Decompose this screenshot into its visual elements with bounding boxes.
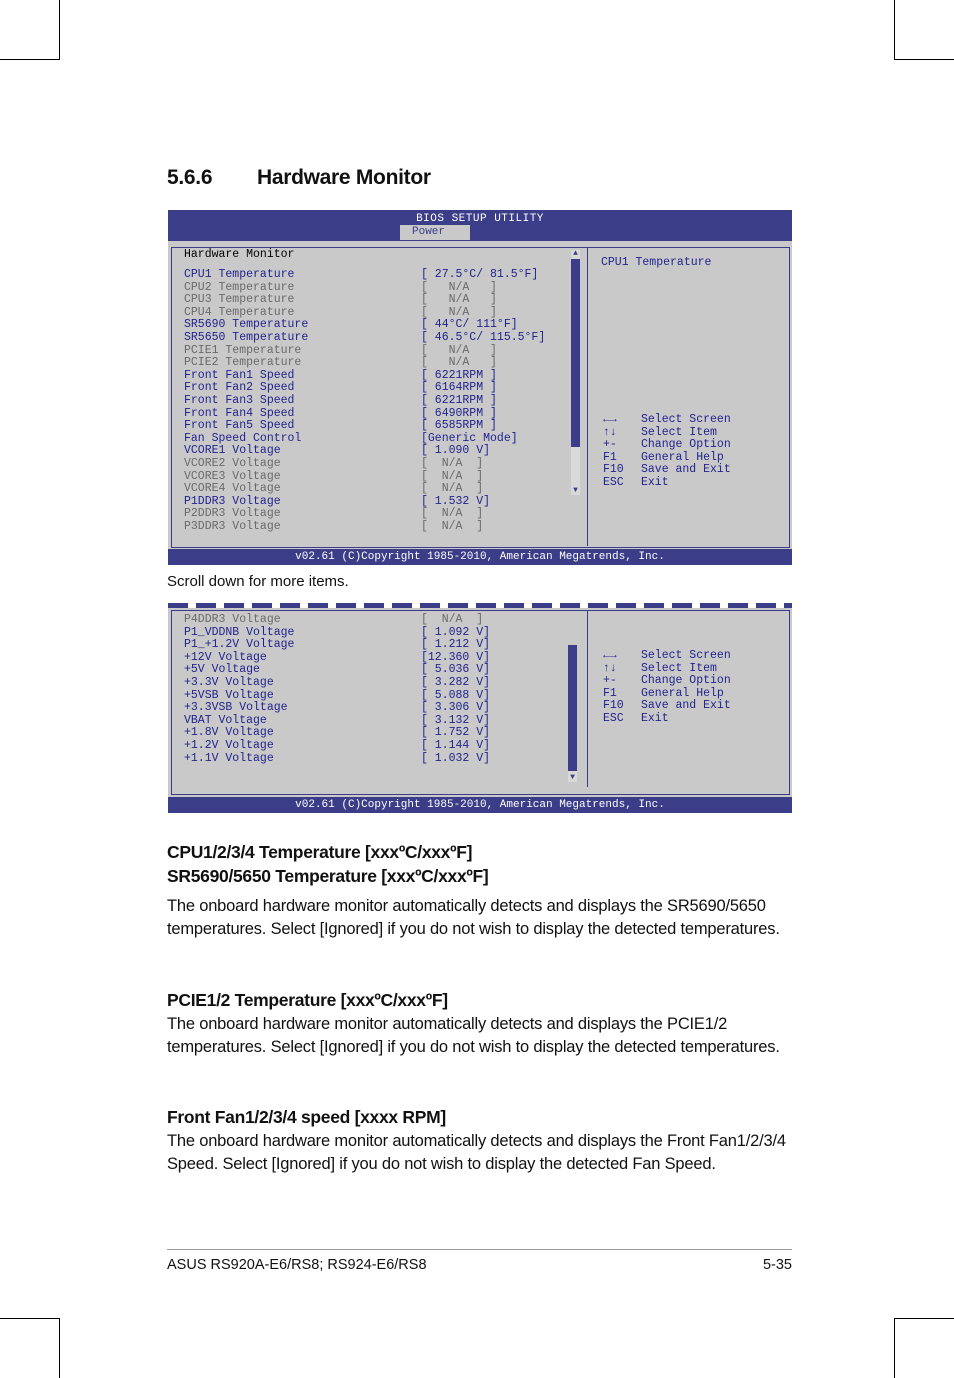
item-value: [ 3.132 V]: [421, 713, 491, 727]
scroll-down-icon[interactable]: ▼: [570, 773, 575, 782]
item-label: +12V Voltage: [184, 650, 267, 664]
crop-mark: [894, 1318, 895, 1378]
key-description: Select Item: [641, 661, 717, 675]
item-label: P1_+1.2V Voltage: [184, 638, 295, 652]
crop-mark: [894, 1318, 954, 1319]
item-value: [12.360 V]: [421, 650, 491, 664]
subsection-body: The onboard hardware monitor automatically detects and displays the SR5690/5650 temperatures. Select [Ignored] if you do not wish to display the detected temperatures.: [167, 897, 780, 938]
footer-rule: [167, 1249, 792, 1250]
scrollbar[interactable]: [568, 645, 577, 782]
key-name: ESC: [603, 475, 624, 489]
item-value: [ 1.752 V]: [421, 726, 491, 740]
item-value: [ 1.032 V]: [421, 751, 491, 765]
panel-divider: [587, 611, 588, 787]
item-value: [ N/A ]: [421, 293, 497, 307]
item-value: [ N/A ]: [421, 356, 497, 370]
panel-header: Hardware Monitor: [184, 248, 295, 261]
item-label: P3DDR3 Voltage: [184, 519, 281, 533]
heading-line: SR5690/5650 Temperature [xxxºC/xxxºF]: [167, 866, 489, 886]
key-description: Select Screen: [641, 649, 731, 662]
item-label: SR5650 Temperature: [184, 330, 309, 344]
item-value: [ 6221RPM ]: [421, 393, 497, 407]
item-label: P1_VDDNB Voltage: [184, 625, 295, 639]
subsection-heading: [167, 840, 488, 888]
help-text: CPU1 Temperature: [601, 256, 712, 269]
item-label: Fan Speed Control: [184, 431, 302, 445]
item-value: [ 5.088 V]: [421, 688, 491, 702]
panel-divider: [587, 248, 588, 546]
item-value: [ 6585RPM ]: [421, 419, 497, 433]
scroll-up-icon[interactable]: ▲: [573, 249, 578, 258]
key-description: Change Option: [641, 674, 731, 688]
item-value: [ 1.212 V]: [421, 638, 491, 652]
footer-page-number: 5-35: [762, 1257, 792, 1273]
key-description: Change Option: [641, 438, 731, 452]
key-description: Select Item: [641, 425, 717, 439]
section-title: [167, 166, 431, 190]
scroll-thumb[interactable]: [568, 645, 577, 771]
bios-title: BIOS SETUP UTILITY: [416, 213, 544, 225]
item-label: Front Fan3 Speed: [184, 393, 295, 407]
subsection-heading: PCIE1/2 Temperature [xxxºC/xxxºF]: [167, 990, 448, 1010]
item-value: [ 46.5°C/ 115.5°F]: [421, 330, 546, 344]
crop-mark: [0, 59, 60, 60]
item-label: PCIE1 Temperature: [184, 343, 302, 357]
item-label: VCORE1 Voltage: [184, 444, 281, 458]
key-name: +-: [603, 674, 617, 688]
item-label: P2DDR3 Voltage: [184, 507, 281, 521]
heading-line: CPU1/2/3/4 Temperature [xxxºC/xxxºF]: [167, 842, 473, 862]
item-value: [ 1.092 V]: [421, 625, 491, 639]
crop-mark: [59, 1318, 60, 1378]
item-value: [ N/A ]: [421, 305, 497, 319]
scroll-thumb[interactable]: [571, 259, 580, 447]
item-label: +1.2V Voltage: [184, 738, 274, 752]
item-label: P4DDR3 Voltage: [184, 613, 281, 626]
key-name: ↑↓: [603, 425, 617, 439]
item-label: Front Fan1 Speed: [184, 368, 295, 382]
item-label: +1.1V Voltage: [184, 751, 274, 765]
subsection-heading: Front Fan1/2/3/4 speed [xxxx RPM]: [167, 1107, 446, 1127]
item-value: [ N/A ]: [421, 343, 497, 357]
item-value: [ 27.5°C/ 81.5°F]: [421, 268, 539, 281]
item-label: VCORE3 Voltage: [184, 469, 281, 483]
item-label: +1.8V Voltage: [184, 726, 274, 740]
crop-mark: [59, 0, 60, 60]
crop-mark: [0, 1318, 60, 1319]
crop-mark: [894, 59, 954, 60]
key-name: F10: [603, 699, 624, 713]
item-label: +5VSB Voltage: [184, 688, 274, 702]
item-label: SR5690 Temperature: [184, 318, 309, 332]
key-name: ESC: [603, 711, 624, 725]
key-name: ←→: [603, 413, 617, 426]
item-value: [ N/A ]: [421, 280, 497, 294]
item-value: [ 1.532 V]: [421, 494, 491, 508]
item-value: [ 5.036 V]: [421, 663, 491, 677]
item-label: VBAT Voltage: [184, 713, 267, 727]
item-value: [ N/A ]: [421, 507, 484, 521]
key-name: F1: [603, 450, 617, 464]
item-value: [ N/A ]: [421, 613, 484, 626]
bios-screen-2: [168, 603, 792, 813]
key-name: +-: [603, 438, 617, 452]
item-label: CPU3 Temperature: [184, 293, 295, 307]
bios-title-bar: [168, 210, 792, 241]
key-description: Exit: [641, 475, 669, 489]
subsection-body: The onboard hardware monitor automatically detects and displays the Front Fan1/2/3/4 Speed. Select [Ignored] if you do not wish to display the detected Fan Speed.: [167, 1132, 786, 1173]
tab-power[interactable]: Power: [400, 225, 470, 240]
item-value: [ 6490RPM ]: [421, 406, 497, 420]
item-label: +3.3V Voltage: [184, 675, 274, 689]
item-label: +3.3VSB Voltage: [184, 701, 288, 715]
item-label: P1DDR3 Voltage: [184, 494, 281, 508]
scrollbar[interactable]: [571, 250, 580, 495]
continuation-dashes: [168, 603, 792, 608]
item-value: [ 3.306 V]: [421, 701, 491, 715]
section-number: 5.6.6: [167, 166, 213, 189]
item-label: VCORE2 Voltage: [184, 456, 281, 470]
item-value: [ 3.282 V]: [421, 675, 491, 689]
scroll-down-icon[interactable]: ▼: [573, 486, 578, 495]
item-value: [ 6164RPM ]: [421, 381, 497, 395]
item-label: Front Fan5 Speed: [184, 419, 295, 433]
item-value: [ 1.090 V]: [421, 444, 491, 458]
key-name: ↑↓: [603, 661, 617, 675]
crop-mark: [894, 0, 895, 60]
item-label: VCORE4 Voltage: [184, 482, 281, 496]
section-title-text: Hardware Monitor: [257, 166, 431, 189]
item-value: [ N/A ]: [421, 469, 484, 483]
item-label: Front Fan4 Speed: [184, 406, 295, 420]
item-label: CPU4 Temperature: [184, 305, 295, 319]
item-label: CPU1 Temperature: [184, 268, 295, 281]
key-description: Save and Exit: [641, 699, 731, 713]
item-value: [ N/A ]: [421, 482, 484, 496]
item-value: [ N/A ]: [421, 519, 484, 533]
key-description: Select Screen: [641, 413, 731, 426]
bios-screen-1: [168, 210, 792, 565]
footer-product: ASUS RS920A-E6/RS8; RS924-E6/RS8: [167, 1257, 427, 1273]
key-description: Save and Exit: [641, 463, 731, 477]
key-description: Exit: [641, 711, 669, 725]
item-label: Front Fan2 Speed: [184, 381, 295, 395]
key-name: F1: [603, 686, 617, 700]
item-value: [ 6221RPM ]: [421, 368, 497, 382]
copyright-bar: v02.61 (C)Copyright 1985-2010, American Megatrends, Inc.: [168, 797, 792, 813]
copyright-bar: v02.61 (C)Copyright 1985-2010, American Megatrends, Inc.: [168, 549, 792, 565]
item-label: CPU2 Temperature: [184, 280, 295, 294]
item-label: +5V Voltage: [184, 663, 260, 677]
scroll-note: Scroll down for more items.: [167, 573, 349, 590]
key-description: General Help: [641, 450, 724, 464]
item-value: [ 1.144 V]: [421, 738, 491, 752]
item-label: PCIE2 Temperature: [184, 356, 302, 370]
key-description: General Help: [641, 686, 724, 700]
key-name: F10: [603, 463, 624, 477]
subsection-body: The onboard hardware monitor automatically detects and displays the PCIE1/2 temperatures. Select [Ignored] if you do not wish to display the detected temperatures.: [167, 1015, 780, 1056]
item-value: [ 44°C/ 111°F]: [421, 318, 518, 332]
item-value: [Generic Mode]: [421, 431, 518, 445]
key-name: ←→: [603, 649, 617, 662]
item-value: [ N/A ]: [421, 456, 484, 470]
